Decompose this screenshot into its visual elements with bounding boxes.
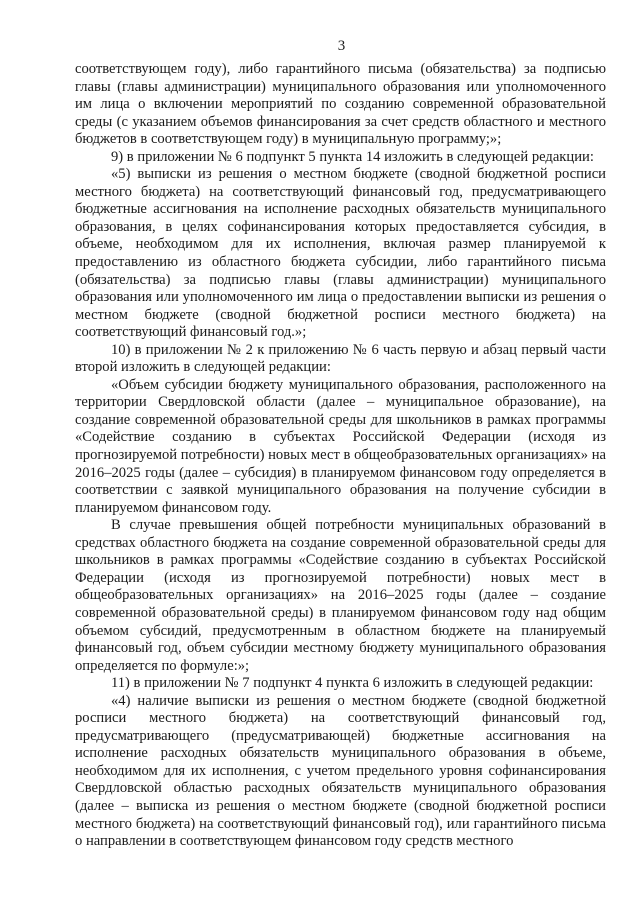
paragraph-quote-subpoint-5: «5) выписки из решения о местном бюджете (сводной бюджетной росписи местного бюджета) на соответствующий финансовый год, предусматривающего бюджетные ассигнования на исполнение расходных обязательств муниципального образования, в целях софинансирования которых предоставляется субсидия, в объеме, необходимом для их исполнения, включая размер планируемой к предоставлению из областного бюджета субсидии, либо гарантийного письма (обязательства) за подписью главы (главы администрации) муниципального образования или уполномоченного им лица о предоставлении выписки из решения о местном бюджете (сводной бюджетной росписи местного бюджета) на соответствующий финансовый год.»; [75,166,606,341]
paragraph-excess-demand: В случае превышения общей потребности муниципальных образований в средствах областного бюджета на создание современной образовательной среды для школьников в рамках программы «Содействие созданию в субъектах Российской Федерации (исходя из прогнозируемой потребности) новых мест в общеобразовательных организациях» на 2016–2025 годы (далее – создание современной образовательной среды) в планируемом финансовом году над общим объемом субсидий, предусмотренным в областном бюджете на планируемый финансовый год, объем субсидии местному бюджету муниципального образования определяется по формуле:»; [75,517,606,674]
page-number: 3 [337,38,346,54]
paragraph-item-11: 11) в приложении № 7 подпункт 4 пункта 6 изложить в следующей редакции: [111,675,594,692]
paragraph-continuation: соответствующем году), либо гарантийного письма (обязательства) за подписью главы (главы администрации) муниципального образования или уполномоченного им лица о включении мероприятий по созданию современной образовательной среды (с указанием объемов финансирования за счет средств областного и местного бюджетов в соответствующем году) в муниципальную программу;»; [75,61,606,148]
paragraph-item-9: 9) в приложении № 6 подпункт 5 пункта 14 изложить в следующей редакции: [111,148,594,165]
paragraph-item-10: 10) в приложении № 2 к приложению № 6 часть первую и абзац первый части второй изложить в следующей редакции: [75,341,606,376]
paragraph-quote-subsidy-volume: «Объем субсидии бюджету муниципального образования, расположенного на территории Свердловской области (далее – муниципальное образование), на создание современной образовательной среды для школьников в рамках программы «Содействие созданию в субъектах Российской Федерации (исходя из прогнозируемой потребности) новых мест в общеобразовательных организациях» на 2016–2025 годы (далее – субсидия) в планируемом финансовом году определяется в соответствии с заявкой муниципального образования на получение субсидии в планируемом финансовом году. [75,376,606,516]
paragraph-quote-subpoint-4: «4) наличие выписки из решения о местном бюджете (сводной бюджетной росписи местного бюджета) на соответствующий финансовый год, предусматривающего (предусматривающей) бюджетные ассигнования на исполнение расходных обязательств муниципального образования в объеме, необходимом для их исполнения, с учетом предельного уровня софинансирования Свердловской областью расходных обязательств муниципального образования (далее – выписка из решения о местном бюджете (сводной бюджетной росписи местного бюджета) на соответствующий финансовый год), или гарантийного письма о направлении в соответствующем финансовом году средств местного [75,692,606,850]
